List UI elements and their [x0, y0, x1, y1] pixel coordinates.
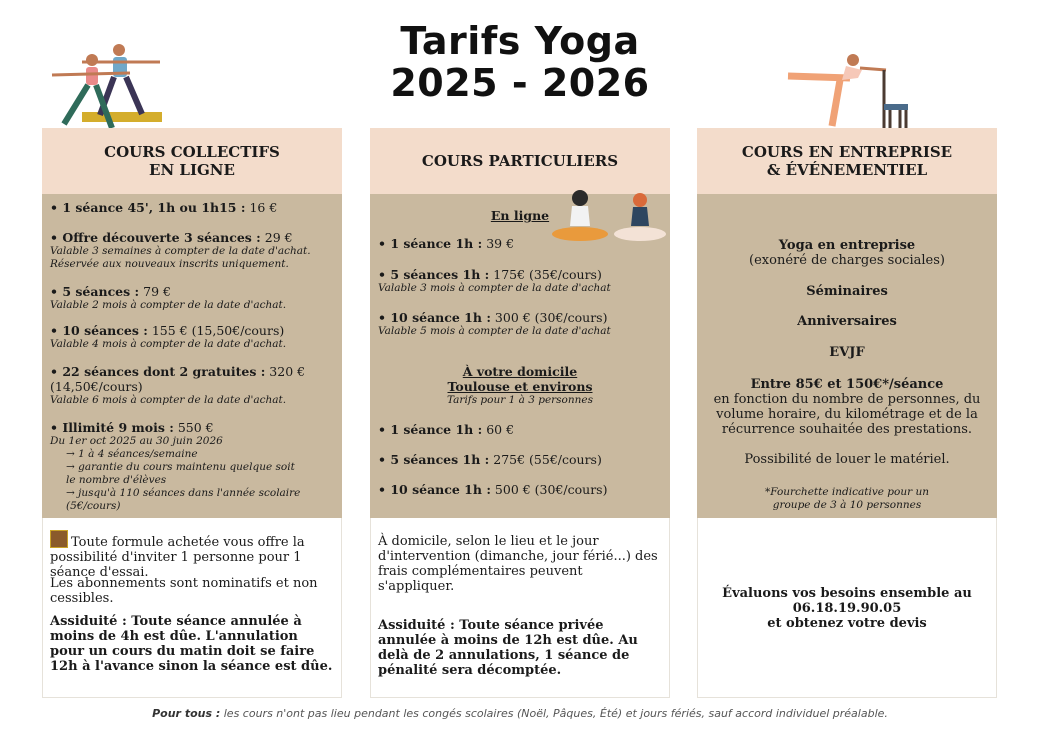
column-header: COURS PARTICULIERS — [370, 128, 670, 194]
price-item: • 1 séance 1h : 39 € — [378, 236, 515, 251]
online-heading: En ligne — [490, 208, 550, 223]
title-line-2: 2025 - 2026 — [390, 61, 650, 105]
price-panel — [42, 194, 342, 518]
price-item: • 10 séance 1h : 500 € (30€/cours) — [378, 482, 608, 497]
footer-note: Pour tous : les cours n'ont pas lieu pendant les congés scolaires (Noël, Pâques, Été) et jours fériés, sauf accord individuel préalable. — [152, 707, 888, 720]
price-item: • 10 séance 1h : 300 € (30€/cours) Valable 5 mois à compter de la date d'achat — [378, 310, 611, 337]
price-panel — [697, 194, 997, 518]
price-item: • 1 séance 1h : 60 € — [378, 422, 515, 437]
title-line-1: Tarifs Yoga — [400, 19, 640, 63]
price-range-details: en fonction du nombre de personnes, du volume horaire, du kilométrage et de la récurrence souhaitée des prestations. — [713, 392, 981, 437]
info-panel — [370, 518, 670, 698]
price-item: • 5 séances 1h : 275€ (55€/cours) — [378, 452, 602, 467]
attendance-text: Assiduité : Toute séance privée annulée à moins de 12h est dûe. Au delà de 2 annulations, 1 séance de pénalité sera décomptée. — [378, 618, 638, 678]
attendance-text: Assiduité : Toute séance annulée à moins de 4h est dûe. L'annulation pour un cours du matin doit se faire 12h à l'avance sinon la séance est dûe. — [50, 614, 333, 674]
column-header: COURS COLLECTIFS EN LIGNE — [42, 128, 342, 194]
contact-block: Évaluons vos besoins ensemble au 06.18.19.90.05 et obtenez votre devis — [698, 586, 996, 631]
price-item: • Illimité 9 mois : 550 € Du 1er oct 2025 au 30 juin 2026 → 1 à 4 séances/semaine → garantie du cours maintenu quelque soit le nombre d'élèves → jusqu'à 110 séances dans l'année scolaire (5€/cours) — [50, 420, 301, 512]
column-enterprise — [697, 128, 997, 698]
column-private — [370, 128, 670, 698]
column-collective-online — [42, 128, 342, 698]
home-fees-text: À domicile, selon le lieu et le jour d'intervention (dimanche, jour férié...) des frais complémentaires peuvent s'appliquer. — [378, 534, 658, 594]
footnote: *Fourchette indicative pour un groupe de 3 à 10 personnes — [764, 486, 929, 511]
column-header: COURS EN ENTREPRISE & ÉVÉNEMENTIEL — [697, 128, 997, 194]
price-item: • 5 séances : 79 € Valable 2 mois à compter de la date d'achat. — [50, 284, 287, 311]
price-range: Entre 85€ et 150€*/séance — [750, 377, 944, 392]
price-item: • Offre découverte 3 séances : 29 € Valable 3 semaines à compter de la date d'achat. Réservée aux nouveaux inscrits uniquement. — [50, 230, 311, 270]
price-panel — [370, 194, 670, 518]
enterprise-note: (exonéré de charges sociales) — [749, 253, 945, 268]
gift-text: Toute formule achetée vous offre la possibilité d'inviter 1 personne pour 1 séance d'essai. — [50, 530, 333, 580]
price-item: • 10 séances : 155 € (15,50€/cours) Valable 4 mois à compter de la date d'achat. — [50, 323, 287, 350]
info-panel — [42, 518, 342, 698]
price-item: • 1 séance 45', 1h ou 1h15 : 16 € — [50, 200, 278, 215]
enterprise-line: Yoga en entreprise — [778, 238, 916, 253]
phone-number[interactable]: 06.18.19.90.05 — [792, 601, 902, 616]
yoga-chair-illustration — [780, 48, 915, 133]
yoga-couple-illustration — [42, 40, 167, 140]
info-panel — [697, 518, 997, 698]
gift-icon — [50, 530, 68, 548]
birthday-line: Anniversaires — [797, 314, 897, 329]
rental-line: Possibilité de louer le matériel. — [744, 452, 950, 467]
price-item: • 22 séances dont 2 gratuites : 320 € (14,50€/cours) Valable 6 mois à compter de la date d'achat. — [50, 364, 306, 406]
seminar-line: Séminaires — [806, 284, 888, 299]
price-item: • 5 séances 1h : 175€ (35€/cours) Valable 3 mois à compter de la date d'achat — [378, 267, 611, 294]
home-heading: À votre domicile Toulouse et environs Tarifs pour 1 à 3 personnes — [446, 364, 594, 406]
nominative-text: Les abonnements sont nominatifs et non cessibles. — [50, 576, 318, 606]
evjf-line: EVJF — [829, 345, 865, 360]
